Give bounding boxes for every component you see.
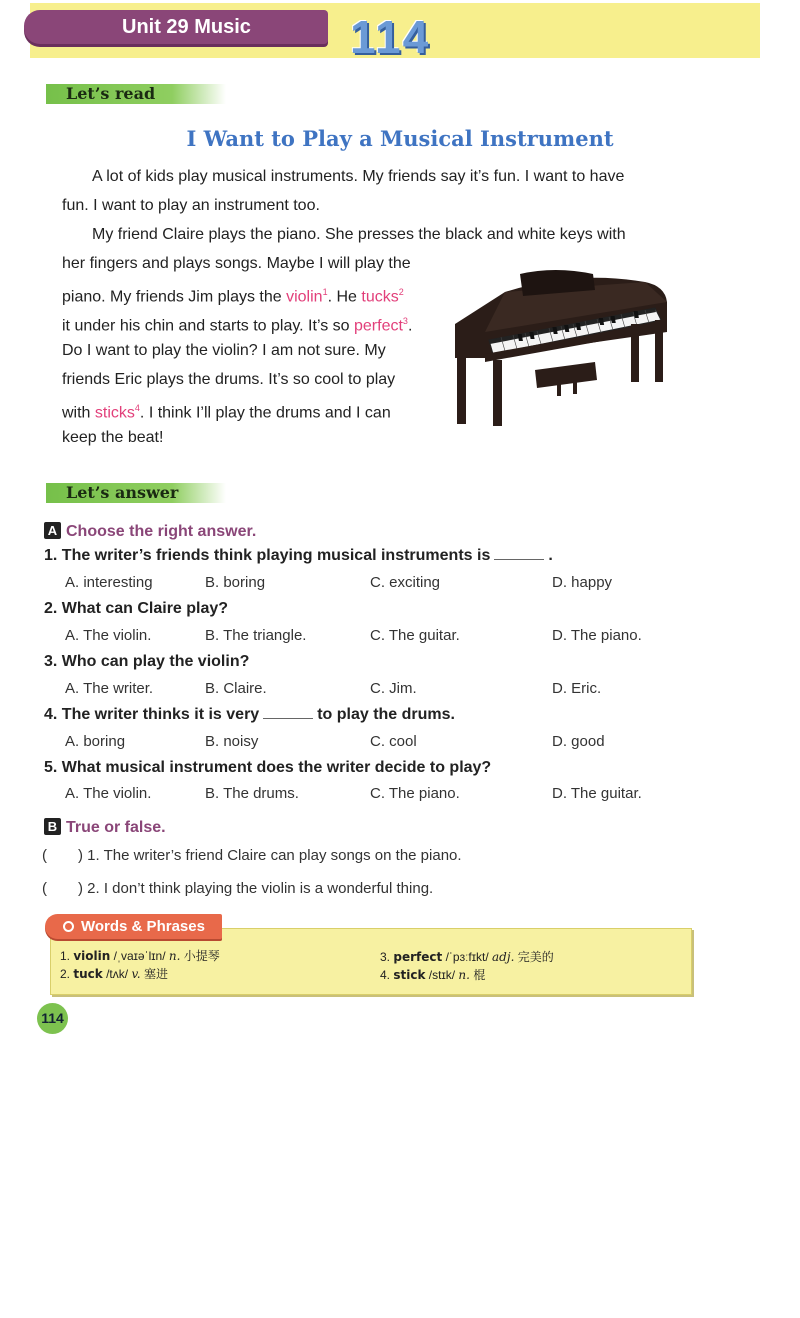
true-false-item-2: ) 2. I don’t think playing the violin is a wonderful thing. <box>78 880 434 897</box>
question-3-option-d: D. Eric. <box>552 680 602 697</box>
answer-blank <box>263 718 313 719</box>
circle-bullet-icon <box>63 921 74 932</box>
part-a-badge: A <box>44 522 61 539</box>
glossary-word-sticks: sticks <box>94 404 135 422</box>
question-2-option-d: D. The piano. <box>552 627 642 644</box>
question-2-stem: 2. What can Claire play? <box>44 600 229 617</box>
piano-illustration <box>445 262 675 432</box>
paragraph-1-line-2: fun. I want to play an instrument too. <box>62 197 320 214</box>
glossary-word-violin: violin <box>286 288 323 306</box>
reading-title: I Want to Play a Musical Instrument <box>186 126 614 151</box>
question-4-option-c: C. cool <box>370 733 417 750</box>
question-2-option-b: B. The triangle. <box>205 627 307 644</box>
paragraph-1-line-1: A lot of kids play musical instruments. My friends say it’s fun. I want to have <box>92 168 625 185</box>
question-3-option-c: C. Jim. <box>370 680 417 697</box>
question-5-stem: 5. What musical instrument does the writer decide to play? <box>44 759 492 776</box>
unit-title: Unit 29 Music <box>24 10 328 44</box>
glossary-word-tucks: tucks <box>361 288 399 306</box>
section-tag-lets-answer: Let’s answer <box>46 483 226 503</box>
question-4-option-b: B. noisy <box>205 733 259 750</box>
question-3-option-a: A. The writer. <box>65 680 154 697</box>
vocab-entry-1: 1. violin /ˌvaɪəˈlɪn/ n. 小提琴 <box>60 949 220 963</box>
question-4-stem: 4. The writer thinks it is very to play the drums. <box>44 706 455 723</box>
vocab-entry-4: 4. stick /stɪk/ n. 棍 <box>380 968 486 982</box>
true-false-paren: ( <box>42 847 47 864</box>
question-3-option-b: B. Claire. <box>205 680 267 697</box>
vocab-entry-2: 2. tuck /tʌk/ v. 塞进 <box>60 967 168 981</box>
vocab-entry-3: 3. perfect /ˈpɜːfɪkt/ adj. 完美的 <box>380 950 554 964</box>
question-1-option-a: A. interesting <box>65 574 153 591</box>
answer-blank <box>494 559 544 560</box>
question-1-option-d: D. happy <box>552 574 613 591</box>
question-2-option-c: C. The guitar. <box>370 627 460 644</box>
question-1-stem: 1. The writer’s friends think playing musical instruments is . <box>44 547 553 564</box>
question-2-option-a: A. The violin. <box>65 627 152 644</box>
part-b-badge: B <box>44 818 61 835</box>
question-4-option-d: D. good <box>552 733 605 750</box>
words-tab: Words & Phrases <box>45 914 222 939</box>
question-5-option-c: C. The piano. <box>370 785 460 802</box>
question-5-option-d: D. The guitar. <box>552 785 642 802</box>
section-tag-lets-read: Let’s read <box>46 84 226 104</box>
part-a-heading: A Choose the right answer. <box>44 522 256 541</box>
question-4-option-a: A. boring <box>65 733 126 750</box>
part-b-heading: B True or false. <box>44 818 166 837</box>
page-number-large: 114 <box>350 11 431 63</box>
paragraph-2-line-1: My friend Claire plays the piano. She presses the black and white keys with <box>92 226 626 243</box>
question-5-option-b: B. The drums. <box>205 785 299 802</box>
paragraph-2-line-8: keep the beat! <box>62 429 164 446</box>
paragraph-2-line-6: friends Eric plays the drums. It’s so cool to play <box>62 371 396 388</box>
true-false-paren: ( <box>42 880 47 897</box>
page-number: 114 <box>37 1003 68 1034</box>
question-1-option-b: B. boring <box>205 574 266 591</box>
paragraph-2-line-5: Do I want to play the violin? I am not sure. My <box>62 342 386 359</box>
glossary-word-perfect: perfect <box>354 317 403 335</box>
true-false-item-1: ) 1. The writer’s friend Claire can play songs on the piano. <box>78 847 462 864</box>
paragraph-2-line-2: her fingers and plays songs. Maybe I will play the <box>62 255 411 272</box>
paragraph-2-line-7: with sticks$^4$. I think I’ll play the drums and I can <box>62 403 391 422</box>
question-5-option-a: A. The violin. <box>65 785 152 802</box>
paragraph-2-line-4: it under his chin and starts to play. It’s so perfect$^3$. <box>62 316 413 335</box>
paragraph-2-line-3: piano. My friends Jim plays the violin$^1$. He tucks$^2$ <box>62 287 404 306</box>
question-3-stem: 3. Who can play the violin? <box>44 653 250 670</box>
question-1-option-c: C. exciting <box>370 574 441 591</box>
